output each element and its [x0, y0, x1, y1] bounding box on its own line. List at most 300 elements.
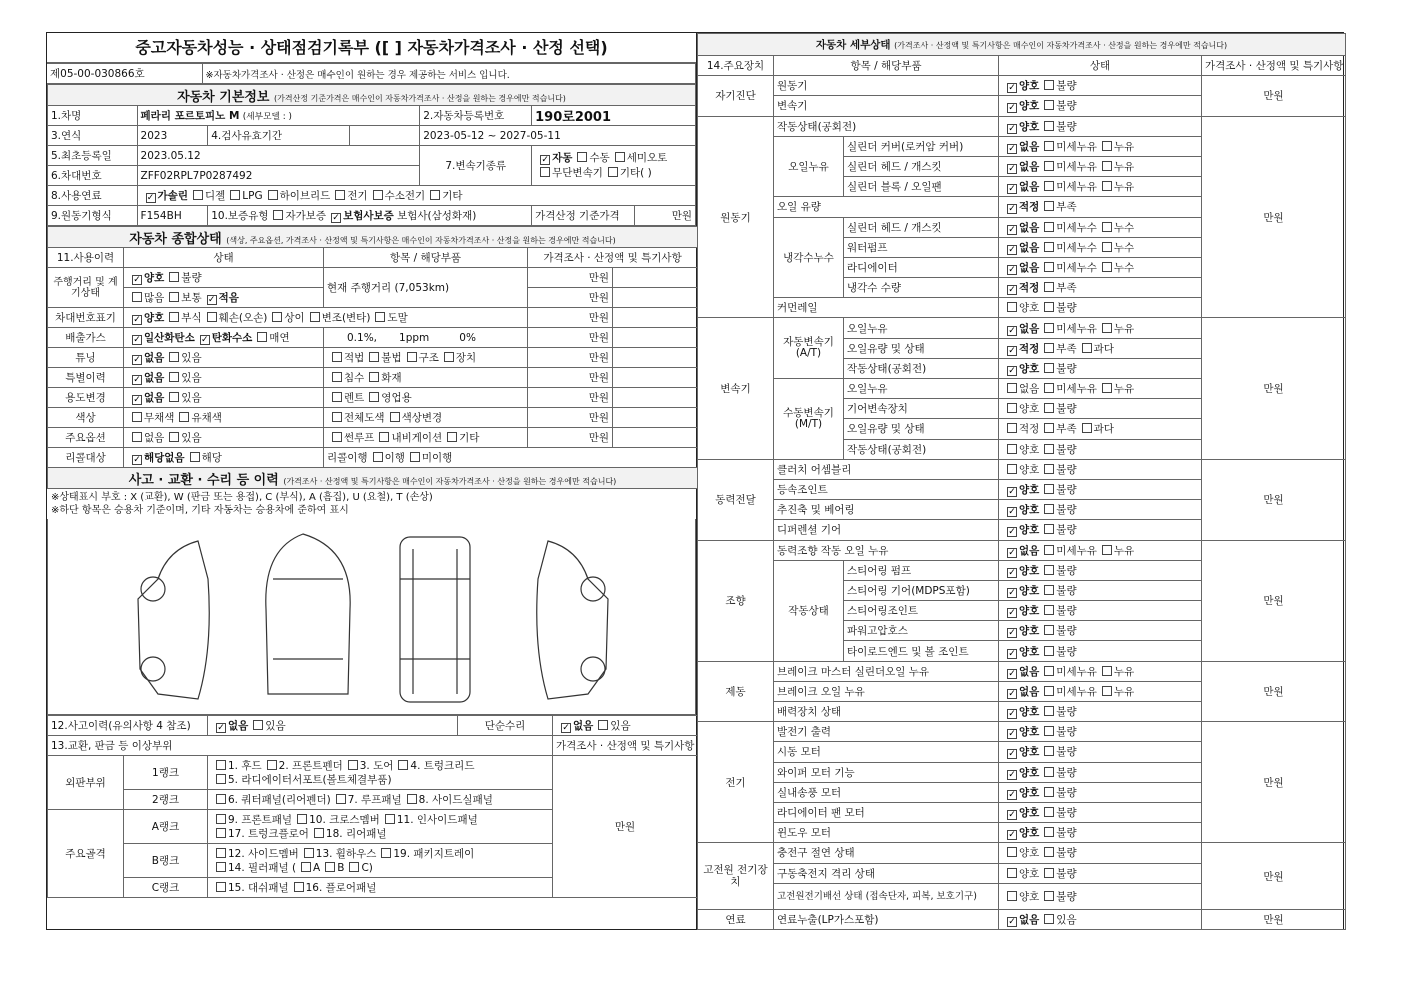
- checked-box-icon: [1007, 204, 1017, 214]
- table-cell: 충전구 절연 상태: [774, 843, 999, 863]
- checked-box-icon: [1007, 487, 1017, 497]
- checkbox-icon: [430, 190, 440, 200]
- table-cell: 브레이크 오일 누유: [774, 681, 999, 701]
- right-column: [697, 33, 1345, 929]
- table-cell: 색상: [48, 408, 124, 428]
- table-cell: ✓ 적정 부족: [999, 278, 1202, 298]
- checkbox-icon: [1044, 383, 1054, 393]
- checkbox-icon: [169, 272, 179, 282]
- table-cell: 만원: [528, 288, 613, 308]
- checkbox-icon: [1102, 141, 1112, 151]
- checkbox-icon: [1044, 767, 1054, 777]
- checked-box-icon: [207, 295, 217, 305]
- table-cell: 작동상태(공회전): [844, 439, 999, 459]
- table-cell: ✓ 양호 불량: [999, 641, 1202, 661]
- table-cell: 1. 후드 2. 프론트펜더 3. 도어 4. 트렁크리드 5. 라디에이터서포트(볼트체결부품): [208, 756, 553, 790]
- table-cell: B랭크: [124, 844, 208, 878]
- checkbox-icon: [1044, 504, 1054, 514]
- checked-box-icon: [132, 335, 142, 345]
- checked-box-icon: [1007, 225, 1017, 235]
- table-cell: ✓ 양호 불량: [999, 601, 1202, 621]
- checkbox-icon: [335, 190, 345, 200]
- checkbox-icon: [169, 432, 179, 442]
- checkbox-icon: [540, 167, 550, 177]
- checkbox-icon: [1007, 847, 1017, 857]
- header-row: [47, 63, 696, 84]
- checkbox-icon: [1044, 222, 1054, 232]
- table-cell: 기어변속장치: [844, 399, 999, 419]
- checkbox-icon: [1044, 666, 1054, 676]
- table-cell: [613, 348, 698, 368]
- left-column: [47, 33, 697, 929]
- table-cell: 작동상태(공회전): [844, 358, 999, 378]
- checked-box-icon: [1007, 649, 1017, 659]
- table-cell: ✓양호 불량: [124, 268, 324, 288]
- symbol-notes: ※상태표시 부호 : X (교환), W (판금 또는 용접), C (부식), A (흠집), U (요철), T (손상) ※하단 항목은 승용차 기준이며, 기타 자동차는 승용차에 준하여 표시: [51, 492, 433, 516]
- table-cell: ✓ 양호 불량: [999, 702, 1202, 722]
- table-cell: 실린더 헤드 / 개스킷: [844, 217, 999, 237]
- checkbox-icon: [444, 352, 454, 362]
- table-cell: 가격조사 · 산정액 및 특기사항: [553, 736, 698, 756]
- table-cell: ✓ 양호 불량: [999, 500, 1202, 520]
- checkbox-icon: [325, 862, 335, 872]
- table-cell: 주요옵션: [48, 428, 124, 448]
- table-cell: 워터펌프: [844, 237, 999, 257]
- table-cell: [613, 428, 698, 448]
- checkbox-icon: [1102, 323, 1112, 333]
- checkbox-icon: [1044, 262, 1054, 272]
- checked-box-icon: [1007, 588, 1017, 598]
- table-cell: 연료: [698, 909, 774, 929]
- table-cell: 스티어링 펌프: [844, 560, 999, 580]
- checkbox-icon: [257, 332, 267, 342]
- table-cell: 와이퍼 모터 기능: [774, 762, 999, 782]
- table-cell: ✓ 양호 부식 훼손(오손) 상이 변조(변타) 도말: [124, 308, 528, 328]
- table-cell: 양호 불량: [999, 843, 1202, 863]
- table-cell: ✓ 일산화탄소✓ 탄화수소 매연: [124, 328, 324, 348]
- checkbox-icon: [297, 814, 307, 824]
- table-cell: 양호 불량: [999, 439, 1202, 459]
- table-cell: ✓ 양호 불량: [999, 96, 1202, 116]
- table-cell: 12. 사이드멤버 13. 휠하우스 19. 패키지트레이 14. 필러패널 ( A B C): [208, 844, 553, 878]
- checkbox-icon: [381, 848, 391, 858]
- table-cell: 만원: [528, 308, 613, 328]
- table-cell: 양호 불량: [999, 298, 1202, 318]
- table-cell: 오일유량 및 상태: [844, 419, 999, 439]
- table-cell: 단순수리: [458, 716, 553, 736]
- table-cell: ✓ 없음 미세누유 누유: [999, 661, 1202, 681]
- checked-box-icon: [216, 723, 226, 733]
- checked-box-icon: [1007, 830, 1017, 840]
- checkbox-icon: [1044, 847, 1054, 857]
- table-cell: 렌트 영업용: [324, 388, 528, 408]
- checkbox-icon: [349, 862, 359, 872]
- checkbox-icon: [1102, 242, 1112, 252]
- checkbox-icon: [1044, 726, 1054, 736]
- checked-box-icon: [1007, 103, 1017, 113]
- table-cell: 9.원동기형식: [48, 206, 138, 226]
- page-title: 중고자동차성능 · 상태점검기록부 ([ ] 자동차가격조사 · 산정 선택): [47, 33, 696, 63]
- table-cell: 만원: [528, 368, 613, 388]
- table-cell: 7.변속기종류: [420, 146, 532, 186]
- checkbox-icon: [132, 292, 142, 302]
- checked-box-icon: [132, 275, 142, 285]
- table-cell: 9. 프론트패널 10. 크로스멤버 11. 인사이드패널 17. 트렁크플로어 18. 리어패널: [208, 810, 553, 844]
- table-cell: 배출가스: [48, 328, 124, 348]
- checked-box-icon: [1007, 689, 1017, 699]
- table-cell: 오일 유량: [774, 197, 999, 217]
- table-cell: 만원: [553, 756, 698, 898]
- checked-box-icon: [132, 355, 142, 365]
- table-cell: 실린더 헤드 / 개스킷: [844, 156, 999, 176]
- checked-box-icon: [540, 155, 550, 165]
- checkbox-icon: [332, 392, 342, 402]
- table-cell: ✓ 없음 있음: [999, 909, 1202, 929]
- checkbox-icon: [615, 152, 625, 162]
- checkbox-icon: [369, 372, 379, 382]
- table-cell: 무채색 유채색: [124, 408, 324, 428]
- checkbox-icon: [169, 292, 179, 302]
- table-cell: 현재 주행거리 (7,053km): [324, 268, 528, 308]
- table-cell: 용도변경: [48, 388, 124, 408]
- checkbox-icon: [1007, 868, 1017, 878]
- checkbox-icon: [1102, 161, 1112, 171]
- table-cell: ✓ 양호 불량: [999, 823, 1202, 843]
- checkbox-icon: [1044, 914, 1054, 924]
- table-cell: 리콜대상: [48, 448, 124, 468]
- table-cell: 양호 불량: [999, 399, 1202, 419]
- table-cell: 배력장치 상태: [774, 702, 999, 722]
- checkbox-icon: [1044, 121, 1054, 131]
- checkbox-icon: [1044, 323, 1054, 333]
- table-cell: 오일누유: [774, 136, 844, 197]
- checked-box-icon: [561, 723, 571, 733]
- table-cell: ✓ 양호 불량: [999, 479, 1202, 499]
- table-cell: 만원: [1202, 722, 1346, 843]
- checkbox-icon: [577, 152, 587, 162]
- table-cell: 6. 쿼터패널(리어펜더) 7. 루프패널 8. 사이드실패널: [208, 790, 553, 810]
- table-cell: ✓자동 수동 세미오토 무단변속기 기타( ): [532, 146, 696, 186]
- table-cell: ✓ 없음 미세누수 누수: [999, 237, 1202, 257]
- table-cell: 14.주요장치: [698, 56, 774, 76]
- table-cell: ✓ 양호 불량: [999, 580, 1202, 600]
- table-cell: ✓ 없음 미세누유 누유: [999, 681, 1202, 701]
- table-cell: 만원: [1202, 116, 1346, 318]
- table-cell: 추진축 및 베어링: [774, 500, 999, 520]
- table-cell: 오일누유: [844, 379, 999, 399]
- table-cell: 튜닝: [48, 348, 124, 368]
- checkbox-icon: [1102, 666, 1112, 676]
- checkbox-icon: [1102, 222, 1112, 232]
- checked-box-icon: [1007, 709, 1017, 719]
- table-cell: 오일유량 및 상태: [844, 338, 999, 358]
- table-cell: 윈도우 모터: [774, 823, 999, 843]
- accident-table: [47, 715, 698, 898]
- checkbox-icon: [1102, 545, 1112, 555]
- checkbox-icon: [169, 352, 179, 362]
- table-cell: ✓ 적정 부족: [999, 197, 1202, 217]
- table-cell: 상태: [999, 56, 1202, 76]
- table-cell: 외판부위: [48, 756, 124, 810]
- checkbox-icon: [1044, 807, 1054, 817]
- checked-box-icon: [200, 335, 210, 345]
- checkbox-icon: [1044, 343, 1054, 353]
- table-cell: 디퍼렌셜 기어: [774, 520, 999, 540]
- checked-box-icon: [1007, 507, 1017, 517]
- table-cell: ✓ 없음 있음: [208, 716, 458, 736]
- checked-box-icon: [1007, 548, 1017, 558]
- table-cell: 주요골격: [48, 810, 124, 898]
- table-cell: 만원: [1202, 540, 1346, 661]
- checkbox-icon: [1007, 891, 1017, 901]
- checked-box-icon: [132, 315, 142, 325]
- checked-box-icon: [331, 213, 341, 223]
- checkbox-icon: [1044, 484, 1054, 494]
- table-cell: ✓ 없음 미세누유 누유: [999, 540, 1202, 560]
- checkbox-icon: [1044, 161, 1054, 171]
- table-cell: F154BH: [137, 206, 208, 226]
- table-cell: 주행거리 및 계기상태: [48, 268, 124, 308]
- checkbox-icon: [369, 392, 379, 402]
- checked-box-icon: [1007, 285, 1017, 295]
- table-cell: 리콜이행 이행 미이행: [324, 448, 698, 468]
- table-cell: ✓ 양호 불량: [999, 782, 1202, 802]
- checkbox-icon: [1007, 423, 1017, 433]
- table-cell: ✓ 양호 불량: [999, 116, 1202, 136]
- checked-box-icon: [132, 375, 142, 385]
- checkbox-icon: [132, 412, 142, 422]
- table-cell: 클러치 어셈블리: [774, 459, 999, 479]
- checkbox-icon: [314, 828, 324, 838]
- table-cell: 자동변속기 (A/T): [774, 318, 844, 379]
- table-cell: 구동축전지 격리 상태: [774, 863, 999, 883]
- table-cell: 1.차명: [48, 106, 138, 126]
- checked-box-icon: [1007, 124, 1017, 134]
- checkbox-icon: [1102, 262, 1112, 272]
- table-cell: ✓ 없음 있음: [124, 368, 324, 388]
- checkbox-icon: [310, 312, 320, 322]
- checkbox-icon: [407, 794, 417, 804]
- checkbox-icon: [1007, 302, 1017, 312]
- checkbox-icon: [1044, 646, 1054, 656]
- checkbox-icon: [385, 814, 395, 824]
- checkbox-icon: [179, 412, 189, 422]
- checkbox-icon: [1007, 383, 1017, 393]
- table-cell: ✓ 양호 불량: [999, 358, 1202, 378]
- table-cell: 차대번호표기: [48, 308, 124, 328]
- table-cell: 6.차대번호: [48, 166, 138, 186]
- table-cell: 만원: [528, 408, 613, 428]
- table-cell: ✓ 없음 미세누유 누유: [999, 136, 1202, 156]
- table-cell: 항목 / 해당부품: [774, 56, 999, 76]
- table-cell: 썬루프 내비게이션 기타: [324, 428, 528, 448]
- checkbox-icon: [1044, 625, 1054, 635]
- checked-box-icon: [1007, 917, 1017, 927]
- checkbox-icon: [132, 432, 142, 442]
- table-cell: 작동상태(공회전): [774, 116, 999, 136]
- checked-box-icon: [1007, 265, 1017, 275]
- table-cell: 11.사용이력: [48, 248, 124, 268]
- table-cell: 냉각수누수: [774, 217, 844, 298]
- checkbox-icon: [207, 312, 217, 322]
- table-cell: 라디에이터: [844, 257, 999, 277]
- table-cell: ✓ 해당없음 해당: [124, 448, 324, 468]
- table-cell: 시동 모터: [774, 742, 999, 762]
- table-cell: 스티어링 기어(MDPS포함): [844, 580, 999, 600]
- table-cell: ✓ 양호 불량: [999, 802, 1202, 822]
- table-cell: 동력조향 작동 오일 누유: [774, 540, 999, 560]
- checkbox-icon: [1044, 423, 1054, 433]
- checked-box-icon: [1007, 326, 1017, 336]
- checkbox-icon: [216, 882, 226, 892]
- table-cell: 190로2001: [532, 106, 696, 126]
- table-cell: ✓ 없음 미세누수 누수: [999, 217, 1202, 237]
- checkbox-icon: [1044, 746, 1054, 756]
- checked-box-icon: [132, 455, 142, 465]
- checked-box-icon: [1007, 770, 1017, 780]
- table-cell: 실린더 커버(로커암 커버): [844, 136, 999, 156]
- doc-number: 제05-00-030866호: [47, 64, 202, 84]
- table-cell: 만원: [1202, 76, 1346, 116]
- checked-box-icon: [1007, 184, 1017, 194]
- checkbox-icon: [1082, 423, 1092, 433]
- checkbox-icon: [1044, 444, 1054, 454]
- table-cell: 만원: [528, 268, 613, 288]
- checkbox-icon: [267, 760, 277, 770]
- table-cell: 발전기 출력: [774, 722, 999, 742]
- table-cell: [613, 288, 698, 308]
- table-cell: 양호 불량: [999, 459, 1202, 479]
- checkbox-icon: [1044, 827, 1054, 837]
- checkbox-icon: [407, 352, 417, 362]
- table-cell: 만원: [528, 328, 613, 348]
- table-cell: 만원: [1202, 909, 1346, 929]
- table-cell: 만원: [1202, 661, 1346, 722]
- table-cell: 양호 불량: [999, 883, 1202, 909]
- checkbox-icon: [1044, 891, 1054, 901]
- table-cell: 10.보증유형 자가보증✓ 보험사보증 보험사(삼성화재): [208, 206, 532, 226]
- checkbox-icon: [1044, 585, 1054, 595]
- table-cell: ✓ 없음 미세누수 누수: [999, 257, 1202, 277]
- table-cell: 라디에이터 팬 모터: [774, 802, 999, 822]
- checkbox-icon: [1007, 444, 1017, 454]
- table-cell: [613, 388, 698, 408]
- checkbox-icon: [1044, 868, 1054, 878]
- table-cell: 0.1%, 1ppm 0%: [324, 328, 528, 348]
- checkbox-icon: [216, 862, 226, 872]
- checkbox-icon: [193, 190, 203, 200]
- table-cell: 12.사고이력(유의사항 4 참조): [48, 716, 208, 736]
- table-cell: 만원: [528, 428, 613, 448]
- checkbox-icon: [332, 412, 342, 422]
- checkbox-icon: [598, 720, 608, 730]
- table-cell: [613, 268, 698, 288]
- inspection-record: [46, 32, 1344, 930]
- checked-box-icon: [1007, 608, 1017, 618]
- table-cell: 2023-05-12 ~ 2027-05-11: [420, 126, 696, 146]
- checkbox-icon: [169, 312, 179, 322]
- table-cell: 자기진단: [698, 76, 774, 116]
- checkbox-icon: [379, 432, 389, 442]
- table-cell: 전기: [698, 722, 774, 843]
- checkbox-icon: [373, 452, 383, 462]
- table-cell: 만원: [1202, 318, 1346, 459]
- table-cell: 상태: [124, 248, 324, 268]
- table-cell: 만원: [528, 348, 613, 368]
- checkbox-icon: [216, 794, 226, 804]
- table-cell: ✓ 양호 불량: [999, 742, 1202, 762]
- checked-box-icon: [1007, 749, 1017, 759]
- table-cell: [613, 368, 698, 388]
- checkbox-icon: [1102, 383, 1112, 393]
- table-cell: [613, 308, 698, 328]
- checkbox-icon: [1044, 302, 1054, 312]
- table-cell: [613, 408, 698, 428]
- detail-table: [697, 33, 1346, 930]
- checkbox-icon: [216, 774, 226, 784]
- table-cell: ✓ 양호 불량: [999, 722, 1202, 742]
- checkbox-icon: [230, 190, 240, 200]
- table-cell: 동력전달: [698, 459, 774, 540]
- table-cell: ✓ 양호 불량: [999, 762, 1202, 782]
- table-cell: 적정 부족 과다: [999, 419, 1202, 439]
- checkbox-icon: [1044, 565, 1054, 575]
- checkbox-icon: [369, 352, 379, 362]
- checked-box-icon: [1007, 83, 1017, 93]
- checkbox-icon: [410, 452, 420, 462]
- table-cell: ZFF02RPL7P0287492: [137, 166, 420, 186]
- table-cell: 8.사용연료: [48, 186, 138, 206]
- checked-box-icon: [1007, 527, 1017, 537]
- table-cell: 변속기: [698, 318, 774, 459]
- checkbox-icon: [1044, 605, 1054, 615]
- checkbox-icon: [301, 862, 311, 872]
- table-cell: 항목 / 해당부품: [324, 248, 528, 268]
- checkbox-icon: [608, 167, 618, 177]
- table-cell: 커먼레일: [774, 298, 999, 318]
- checked-box-icon: [1007, 164, 1017, 174]
- checkbox-icon: [253, 720, 263, 730]
- checkbox-icon: [273, 210, 283, 220]
- summary-table: [47, 226, 698, 489]
- checkbox-icon: [169, 392, 179, 402]
- checkbox-icon: [216, 828, 226, 838]
- checked-box-icon: [1007, 568, 1017, 578]
- checkbox-icon: [332, 352, 342, 362]
- checkbox-icon: [1044, 201, 1054, 211]
- table-cell: 가격조사 · 산정액 및 특기사항: [1202, 56, 1346, 76]
- table-cell: 없음 미세누유 누유: [999, 379, 1202, 399]
- table-cell: 만원: [528, 388, 613, 408]
- table-cell: 브레이크 마스터 실린더오일 누유: [774, 661, 999, 681]
- checkbox-icon: [216, 848, 226, 858]
- table-cell: 오일누유: [844, 318, 999, 338]
- table-cell: 고전원 전기장치: [698, 843, 774, 909]
- table-cell: 파워고압호스: [844, 621, 999, 641]
- checkbox-icon: [390, 412, 400, 422]
- table-cell: 2랭크: [124, 790, 208, 810]
- table-cell: 1랭크: [124, 756, 208, 790]
- table-cell: 제동: [698, 661, 774, 722]
- table-cell: 만원: [1202, 459, 1346, 540]
- table-cell: ✓ 없음 있음: [124, 348, 324, 368]
- checked-box-icon: [1007, 346, 1017, 356]
- checked-box-icon: [1007, 790, 1017, 800]
- table-cell: ✓ 없음 있음: [124, 388, 324, 408]
- checkbox-icon: [332, 372, 342, 382]
- checkbox-icon: [1044, 242, 1054, 252]
- checkbox-icon: [1102, 686, 1112, 696]
